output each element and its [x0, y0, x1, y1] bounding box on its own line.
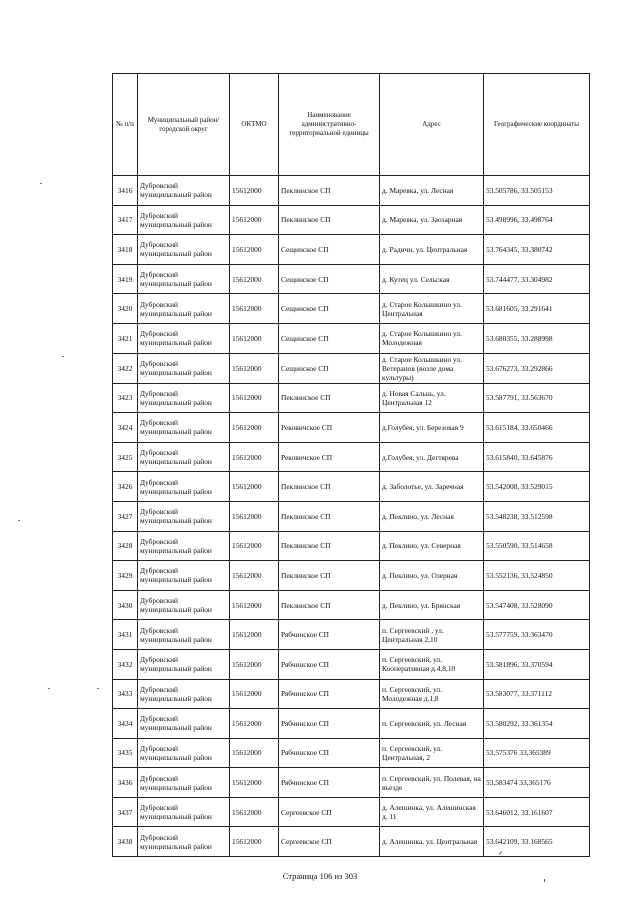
- district-cell: Дубровский муниципальный район: [138, 590, 230, 620]
- oktmo-cell: 15612000: [230, 590, 279, 620]
- oktmo-cell: 15612000: [230, 235, 279, 265]
- district-cell: Дубровский муниципальный район: [138, 679, 230, 709]
- row-number: 3430: [113, 590, 138, 620]
- header-oktmo: ОКТМО: [230, 74, 279, 176]
- table-row: [113, 176, 590, 206]
- oktmo-cell: 15612000: [230, 323, 279, 353]
- admin-unit-cell: Рябчинское СП: [279, 738, 380, 768]
- admin-unit-cell: Сергеевское СП: [279, 797, 380, 827]
- oktmo-cell: 15612000: [230, 738, 279, 768]
- scan-speck: [48, 688, 50, 689]
- address-cell: д. Маревка, ул. Заозарная: [380, 205, 484, 235]
- address-cell: п. Сергеевский, ул. Кооперативная д.4,8,10: [380, 649, 484, 679]
- row-number: 3425: [113, 442, 138, 472]
- address-cell: д. Пеклино, ул. Лесная: [380, 501, 484, 531]
- oktmo-cell: 15612000: [230, 176, 279, 206]
- table-row: [113, 383, 590, 413]
- coordinates-cell: 53.577759, 33.363470: [484, 620, 590, 650]
- admin-unit-cell: Сергеевское СП: [279, 827, 380, 857]
- table-row: [113, 323, 590, 353]
- row-number: 3432: [113, 649, 138, 679]
- admin-unit-cell: Рябчинское СП: [279, 768, 380, 798]
- coordinates-cell: 53,575376 33,365389: [484, 738, 590, 768]
- coordinates-cell: 53.615840, 33.645876: [484, 442, 590, 472]
- coordinates-cell: 53.680355, 33.288998: [484, 323, 590, 353]
- header-coordinates: Географические координаты: [484, 74, 590, 176]
- row-number: 3423: [113, 383, 138, 413]
- admin-unit-cell: Пеклинское СП: [279, 176, 380, 206]
- admin-unit-cell: Рековичское СП: [279, 413, 380, 443]
- address-cell: д. Кутец ул. Сельская: [380, 264, 484, 294]
- table-row: [113, 442, 590, 472]
- admin-unit-cell: Сещинское СП: [279, 353, 380, 383]
- header-address: Адрес: [380, 74, 484, 176]
- row-number: 3417: [113, 205, 138, 235]
- district-cell: Дубровский муниципальный район: [138, 205, 230, 235]
- oktmo-cell: 15612000: [230, 827, 279, 857]
- coordinates-cell: 53.583077, 33.371112: [484, 679, 590, 709]
- table-row: [113, 531, 590, 561]
- address-cell: д. Алешинка, ул. Алешинская д. 11: [380, 797, 484, 827]
- table-header-row: [113, 74, 590, 176]
- address-cell: д. Заболотье, ул. Заречная: [380, 472, 484, 502]
- row-number: 3427: [113, 501, 138, 531]
- coordinates-cell: 53.498996, 33.498764: [484, 205, 590, 235]
- district-cell: Дубровский муниципальный район: [138, 649, 230, 679]
- admin-unit-cell: Рековичское СП: [279, 442, 380, 472]
- admin-unit-cell: Сещинское СП: [279, 235, 380, 265]
- row-number: 3420: [113, 294, 138, 324]
- district-cell: Дубровский муниципальный район: [138, 176, 230, 206]
- table-row: [113, 649, 590, 679]
- admin-unit-cell: Пеклинское СП: [279, 472, 380, 502]
- scan-speck: [62, 356, 64, 357]
- coordinates-cell: 53.764345, 33.380742: [484, 235, 590, 265]
- row-number: 3429: [113, 561, 138, 591]
- coordinates-cell: 53.744477, 33.304982: [484, 264, 590, 294]
- table-row: [113, 472, 590, 502]
- district-cell: Дубровский муниципальный район: [138, 323, 230, 353]
- address-cell: п. Сергеевский, ул. Центральная, 2: [380, 738, 484, 768]
- address-cell: п. Сергеевский, ул. Молодежная д.1,8: [380, 679, 484, 709]
- coordinates-cell: 53.542008, 33.529015: [484, 472, 590, 502]
- table-row: [113, 620, 590, 650]
- oktmo-cell: 15612000: [230, 353, 279, 383]
- oktmo-cell: 15612000: [230, 561, 279, 591]
- row-number: 3422: [113, 353, 138, 383]
- admin-unit-cell: Сещинское СП: [279, 294, 380, 324]
- row-number: 3435: [113, 738, 138, 768]
- oktmo-cell: 15612000: [230, 797, 279, 827]
- district-cell: Дубровский муниципальный район: [138, 264, 230, 294]
- row-number: 3437: [113, 797, 138, 827]
- district-cell: Дубровский муниципальный район: [138, 501, 230, 531]
- coordinates-cell: 53.547408, 33.528090: [484, 590, 590, 620]
- header-district: Муниципальный район/городской округ: [138, 74, 230, 176]
- address-cell: д.Голубея, ул. Дегтярева: [380, 442, 484, 472]
- district-cell: Дубровский муниципальный район: [138, 827, 230, 857]
- table-row: [113, 738, 590, 768]
- row-number: 3418: [113, 235, 138, 265]
- district-cell: Дубровский муниципальный район: [138, 531, 230, 561]
- registry-table: [112, 73, 590, 857]
- row-number: 3421: [113, 323, 138, 353]
- oktmo-cell: 15612000: [230, 442, 279, 472]
- address-cell: д.Голубея, ул. Березовая 9: [380, 413, 484, 443]
- district-cell: Дубровский муниципальный район: [138, 797, 230, 827]
- admin-unit-cell: Пеклинское СП: [279, 383, 380, 413]
- scan-speck: [97, 688, 99, 689]
- oktmo-cell: 15612000: [230, 649, 279, 679]
- coordinates-cell: 53.642109, 33.168565: [484, 827, 590, 857]
- coordinates-cell: 53.646012, 33.161607: [484, 797, 590, 827]
- admin-unit-cell: Рябчинское СП: [279, 709, 380, 739]
- district-cell: Дубровский муниципальный район: [138, 738, 230, 768]
- scan-mark: [544, 879, 545, 882]
- coordinates-cell: 53.552136, 33.524850: [484, 561, 590, 591]
- coordinates-cell: 53.548238, 33.512598: [484, 501, 590, 531]
- address-cell: п. Сергеевский , ул. Центральная 2,10: [380, 620, 484, 650]
- table-row: [113, 264, 590, 294]
- admin-unit-cell: Пеклинское СП: [279, 531, 380, 561]
- district-cell: Дубровский муниципальный район: [138, 768, 230, 798]
- oktmo-cell: 15612000: [230, 413, 279, 443]
- row-number: 3436: [113, 768, 138, 798]
- admin-unit-cell: Рябчинское СП: [279, 649, 380, 679]
- table-body: [113, 176, 590, 857]
- admin-unit-cell: Рябчинское СП: [279, 620, 380, 650]
- oktmo-cell: 15612000: [230, 501, 279, 531]
- admin-unit-cell: Пеклинское СП: [279, 561, 380, 591]
- address-cell: д. Пеклино, ул. Озерная: [380, 561, 484, 591]
- oktmo-cell: 15612000: [230, 679, 279, 709]
- oktmo-cell: 15612000: [230, 709, 279, 739]
- coordinates-cell: 53,583474 33,365176: [484, 768, 590, 798]
- row-number: 3433: [113, 679, 138, 709]
- table-row: [113, 797, 590, 827]
- admin-unit-cell: Пеклинское СП: [279, 590, 380, 620]
- district-cell: Дубровский муниципальный район: [138, 294, 230, 324]
- table-row: [113, 235, 590, 265]
- admin-unit-cell: Сещинское СП: [279, 264, 380, 294]
- coordinates-cell: 53.676273, 33.292866: [484, 353, 590, 383]
- address-cell: д. Старое Колышкино ул. Ветеранов (возле дома культуры): [380, 353, 484, 383]
- coordinates-cell: 53.580292, 33.361354: [484, 709, 590, 739]
- admin-unit-cell: Пеклинское СП: [279, 205, 380, 235]
- address-cell: д. Радичи, ул. Центральная: [380, 235, 484, 265]
- address-cell: п. Сергеевский, ул. Лесная: [380, 709, 484, 739]
- table-row: [113, 561, 590, 591]
- table-row: [113, 294, 590, 324]
- scan-speck: [18, 520, 20, 521]
- page-footer: Страница 106 из 303: [282, 871, 358, 881]
- district-cell: Дубровский муниципальный район: [138, 561, 230, 591]
- oktmo-cell: 15612000: [230, 294, 279, 324]
- header-number: № п/п: [113, 74, 138, 176]
- district-cell: Дубровский муниципальный район: [138, 383, 230, 413]
- admin-unit-cell: Сещинское СП: [279, 323, 380, 353]
- row-number: 3428: [113, 531, 138, 561]
- oktmo-cell: 15612000: [230, 383, 279, 413]
- row-number: 3434: [113, 709, 138, 739]
- row-number: 3438: [113, 827, 138, 857]
- table-row: [113, 413, 590, 443]
- table-row: [113, 590, 590, 620]
- table-row: [113, 827, 590, 857]
- address-cell: д. Пеклино, ул. Северная: [380, 531, 484, 561]
- address-cell: д. Старое Колышкино ул. Центральная: [380, 294, 484, 324]
- coordinates-cell: 53.587791, 33.563670: [484, 383, 590, 413]
- header-admin-unit: Наименование административно-территориальной единицы: [279, 74, 380, 176]
- coordinates-cell: 53.505786, 33.505153: [484, 176, 590, 206]
- table-row: [113, 501, 590, 531]
- table-row: [113, 679, 590, 709]
- district-cell: Дубровский муниципальный район: [138, 413, 230, 443]
- oktmo-cell: 15612000: [230, 472, 279, 502]
- address-cell: п. Сергеевский, ул. Полевая, на въезде: [380, 768, 484, 798]
- address-cell: д. Маревка, ул. Лесная: [380, 176, 484, 206]
- table-row: [113, 205, 590, 235]
- district-cell: Дубровский муниципальный район: [138, 472, 230, 502]
- table-row: [113, 709, 590, 739]
- address-cell: д. Алешинка, ул. Центральная: [380, 827, 484, 857]
- address-cell: д. Новая Сальнь, ул. Центральная 12: [380, 383, 484, 413]
- row-number: 3419: [113, 264, 138, 294]
- oktmo-cell: 15612000: [230, 205, 279, 235]
- oktmo-cell: 15612000: [230, 264, 279, 294]
- admin-unit-cell: Рябчинское СП: [279, 679, 380, 709]
- coordinates-cell: 53.550590, 33.514658: [484, 531, 590, 561]
- scan-speck: [40, 183, 42, 184]
- address-cell: д. Старое Колышкино ул. Молодежная: [380, 323, 484, 353]
- row-number: 3424: [113, 413, 138, 443]
- district-cell: Дубровский муниципальный район: [138, 709, 230, 739]
- row-number: 3416: [113, 176, 138, 206]
- oktmo-cell: 15612000: [230, 620, 279, 650]
- admin-unit-cell: Пеклинское СП: [279, 501, 380, 531]
- coordinates-cell: 53.581896, 33.370594: [484, 649, 590, 679]
- address-cell: д. Пеклино, ул. Брянская: [380, 590, 484, 620]
- district-cell: Дубровский муниципальный район: [138, 353, 230, 383]
- row-number: 3431: [113, 620, 138, 650]
- district-cell: Дубровский муниципальный район: [138, 235, 230, 265]
- coordinates-cell: 53.681605, 33.291641: [484, 294, 590, 324]
- table-row: [113, 353, 590, 383]
- coordinates-cell: 53.615184, 33.650466: [484, 413, 590, 443]
- oktmo-cell: 15612000: [230, 768, 279, 798]
- district-cell: Дубровский муниципальный район: [138, 442, 230, 472]
- oktmo-cell: 15612000: [230, 531, 279, 561]
- table-row: [113, 768, 590, 798]
- district-cell: Дубровский муниципальный район: [138, 620, 230, 650]
- row-number: 3426: [113, 472, 138, 502]
